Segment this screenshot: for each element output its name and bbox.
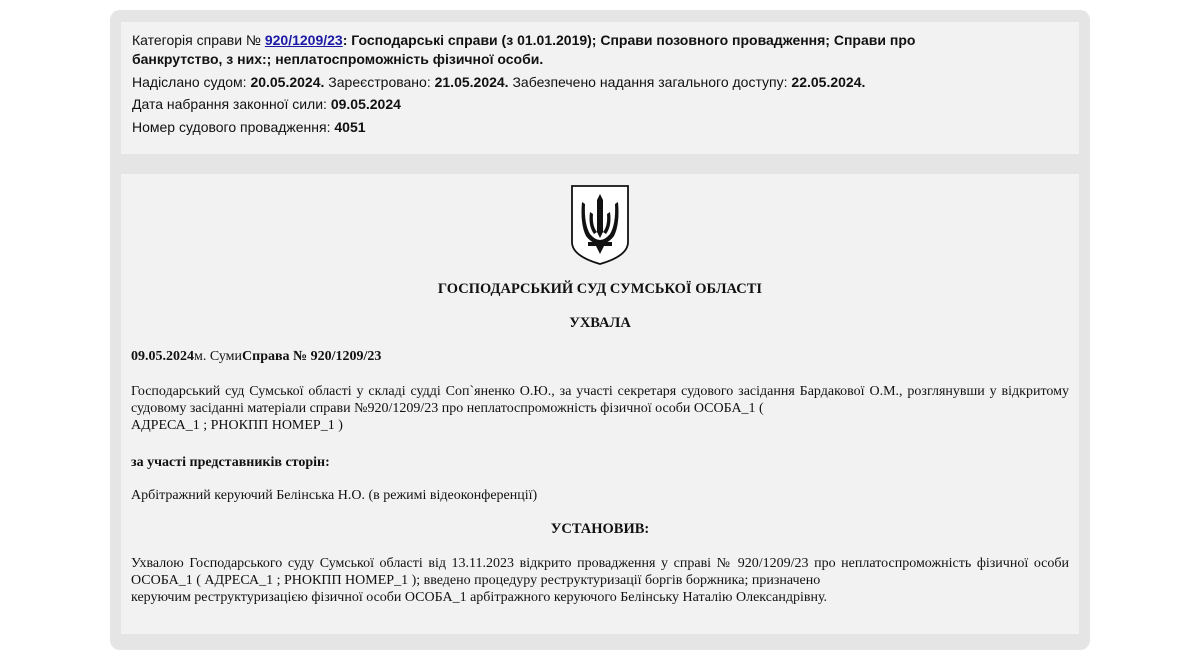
document-type: УХВАЛА: [569, 315, 631, 331]
registered-label: Зареєстровано:: [328, 74, 431, 90]
established-heading: УСТАНОВИВ:: [550, 521, 650, 537]
category-text-continued: банкрутство, з них:; неплатоспроможність фізичної особи.: [132, 51, 544, 67]
case-info-panel: [121, 22, 1079, 154]
document-date: 09.05.2024: [131, 349, 194, 364]
proceeding-number: 4051: [334, 119, 366, 135]
registered-date: 21.05.2024.: [434, 74, 509, 90]
effective-date-line: [132, 95, 401, 113]
sent-date: 20.05.2024.: [250, 74, 325, 90]
proceeding-label: Номер судового провадження:: [132, 119, 331, 135]
document-body: [121, 174, 1079, 634]
intro-paragraph: [131, 383, 1069, 434]
sent-label: Надіслано судом:: [132, 74, 247, 90]
proceeding-number-line: [132, 118, 366, 136]
effective-date: 09.05.2024: [330, 96, 401, 112]
category-text: : Господарські справи (з 01.01.2019); Справи позовного провадження; Справи про: [342, 32, 916, 48]
document-place: м. Суми: [194, 349, 243, 364]
intro-text-end: АДРЕСА_1 ; РНОКПП НОМЕР_1 ): [131, 418, 343, 433]
coat-of-arms-icon: [570, 184, 630, 266]
effective-label: Дата набрання законної сили:: [132, 96, 327, 112]
court-name: ГОСПОДАРСЬКИЙ СУД СУМСЬКОЇ ОБЛАСТІ: [437, 281, 763, 297]
public-access-date: 22.05.2024.: [791, 74, 866, 90]
case-category-line-2: [132, 50, 543, 68]
ruling-text: Ухвалою Господарського суду Сумської області від 13.11.2023 відкрито провадження у справі № 920/1209/23 про неплатоспроможність фізичної особи ОСОБА_1 ( АДРЕСА_1 ; РНОКПП НОМЕР_1 ); введено процедуру реструктуризації боргів боржника; призначено: [131, 556, 1069, 588]
participants-heading-text: за участі представників сторін:: [131, 455, 330, 470]
case-category-line: [132, 31, 915, 49]
case-reference: Справа № 920/1209/23: [242, 349, 382, 364]
date-place-case-line: [131, 349, 381, 365]
public-access-label: Забезпечено надання загального доступу:: [512, 74, 788, 90]
participants-heading: [131, 455, 330, 471]
intro-text: Господарський суд Сумської області у складі судді Соп`яненко О.Ю., за участі секретаря судового засідання Бардакової О.М., розглянувши у відкритому судовому засіданні матеріали справи №920/1209/23 про неплатоспроможність фізичної особи ОСОБА_1 (: [131, 384, 1069, 416]
manager-line: Арбітражний керуючий Белінська Н.О. (в режимі відеоконференції): [131, 488, 538, 503]
dates-line: [132, 73, 865, 91]
case-number-link[interactable]: 920/1209/23: [264, 32, 343, 48]
ruling-text-end: керуючим реструктуризацією фізичної особи ОСОБА_1 арбітражного керуючого Белінську Наталію Олександрівну.: [131, 590, 828, 605]
ruling-paragraph: [131, 555, 1069, 606]
category-label: Категорія справи №: [132, 32, 261, 48]
